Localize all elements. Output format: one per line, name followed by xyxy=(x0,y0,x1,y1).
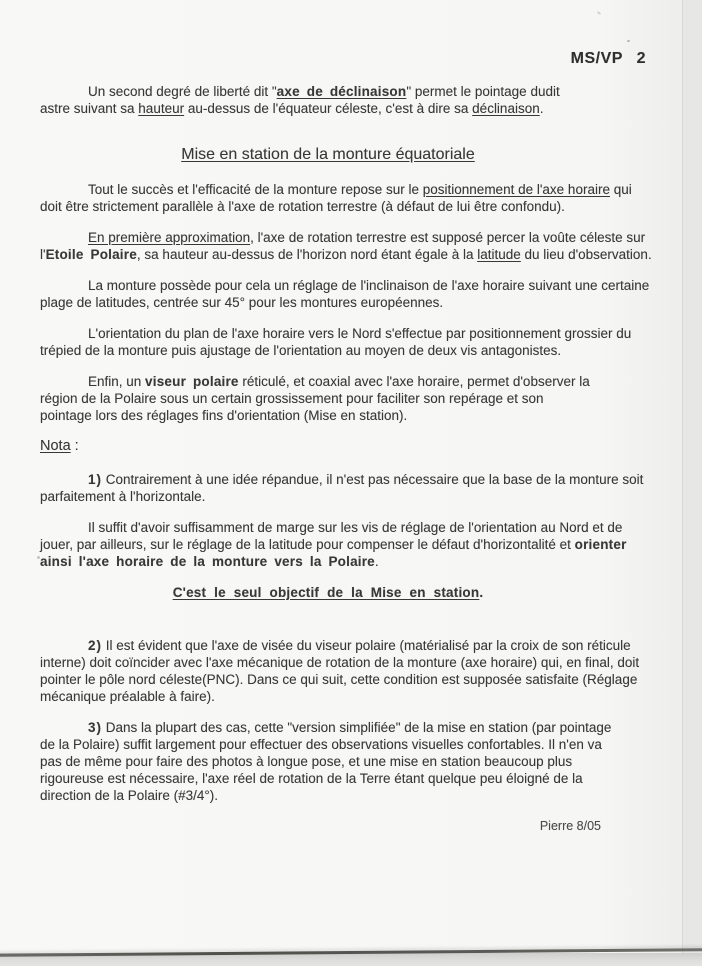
paragraph-approximation xyxy=(40,229,656,263)
note-3 xyxy=(40,719,625,804)
note-1-text: Contrairement à une idée répandue, il n'est pas nécessaire que la base de la monture soit parfaitement à l'horizontale. xyxy=(40,472,644,504)
nota-label xyxy=(40,438,656,455)
intro-text: Un second degré de liberté dit " xyxy=(88,84,277,99)
note-2-number: 2) xyxy=(88,638,103,653)
document-title-text: Mise en station de la monture équatoriale xyxy=(181,146,475,163)
intro-text: " permet le pointage dudit astre suivant sa xyxy=(40,84,560,116)
latitude-underline: latitude xyxy=(477,247,521,262)
note-3-number: 3) xyxy=(88,720,103,735)
note-1-suite-text: . xyxy=(374,554,379,569)
paragraph-intro xyxy=(40,83,592,117)
viseur-text: Enfin, un xyxy=(88,374,146,389)
nota-colon: : xyxy=(70,438,79,454)
signature: Pierre 8/05 xyxy=(539,819,601,833)
intro-text: . xyxy=(539,101,544,116)
page-header-ref: MS/VP 2 xyxy=(570,50,646,67)
note-2-text: Il est évident que l'axe de visée du viseur polaire (matérialisé par la croix de son réticule interne) doit coïncider avec l'axe mécanique de rotation de la monture (axe horaire) qui, en final, doit pointer le pôle nord céleste(PNC). Dans ce qui suit, cette condition est supposée satisfaite (Réglage mécanique préalable à faire). xyxy=(40,638,640,704)
paragraph-positionnement xyxy=(40,181,656,215)
etoile-polaire-bold: Etoile Polaire xyxy=(45,247,137,262)
approximation-text: , sa hauteur au-dessus de l'horizon nord étant égale à la xyxy=(136,247,478,262)
note-1-suite-text: Il suffit d'avoir suffisamment de marge sur les vis de réglage de l'orientation au Nord et de jouer, par ailleurs, sur le réglage de la latitude pour compenser le défaut d'horizontalité et xyxy=(40,520,623,552)
viseur-polaire-bold: viseur polaire xyxy=(145,374,239,389)
paragraph-viseur-polaire xyxy=(40,373,592,424)
scan-speck xyxy=(627,40,630,42)
intro-hauteur: hauteur xyxy=(138,101,185,116)
objective-period: . xyxy=(479,585,484,600)
paragraph-orientation-nord: L'orientation du plan de l'axe horaire vers le Nord s'effectue par positionnement grossier du trépied de la monture puis ajustage de l'orientation au moyen de deux vis antagonistes. xyxy=(40,326,632,358)
note-1 xyxy=(40,471,656,505)
nota-word: Nota xyxy=(40,438,71,454)
note-1-number: 1) xyxy=(88,472,103,487)
intro-axe-declinaison: axe de déclinaison xyxy=(276,84,407,99)
intro-declinaison: déclinaison xyxy=(472,101,540,116)
positionnement-underline: positionnement de l'axe horaire xyxy=(422,182,610,197)
intro-text: au-dessus de l'équateur céleste, c'est à dire sa xyxy=(184,101,473,116)
document-title xyxy=(40,145,616,165)
approximation-text: du lieu d'observation. xyxy=(520,247,652,262)
paragraph-reglage-inclinaison: La monture possède pour cela un réglage de l'inclinaison de l'axe horaire suivant une certaine plage de latitudes, centrée sur 45° pour les montures européennes. xyxy=(40,278,650,310)
scan-speck xyxy=(37,556,40,559)
positionnement-text: qui doit être strictement parallèle à l'axe de rotation terrestre (à défaut de lui être confondu). xyxy=(40,182,632,214)
objective-statement xyxy=(40,584,616,601)
objective-underline: C'est le seul objectif de la Mise en station xyxy=(172,585,480,600)
orienter-axe-bold: orienter ainsi l'axe horaire de la monture vers la Polaire xyxy=(40,537,627,569)
note-1-suite xyxy=(40,519,656,570)
viseur-text: réticulé, et coaxial avec l'axe horaire, permet d'observer la région de la Polaire sous un certain grossissement pour faciliter son repérage et son pointage lors des réglages fins d'orientation (Mise en station). xyxy=(40,374,590,423)
positionnement-text: Tout le succès et l'efficacité de la monture repose sur le xyxy=(88,182,423,197)
approximation-text: , l'axe de rotation terrestre est supposé percer la voûte céleste sur l' xyxy=(40,230,646,262)
approximation-underline: En première approximation xyxy=(88,230,251,245)
note-2 xyxy=(40,637,656,705)
note-3-text: Dans la plupart des cas, cette "version simplifiée" de la mise en station (par pointage de la Polaire) suffit largement pour effectuer des observations visuelles confortables. Il n'en va pas de même pour faire des photos à longue pose, et une mise en station beaucoup plus rigoureuse est nécessaire, l'axe réel de rotation de la Terre étant quelque peu éloigné de la direction de la Polaire (#3/4°). xyxy=(40,720,612,803)
